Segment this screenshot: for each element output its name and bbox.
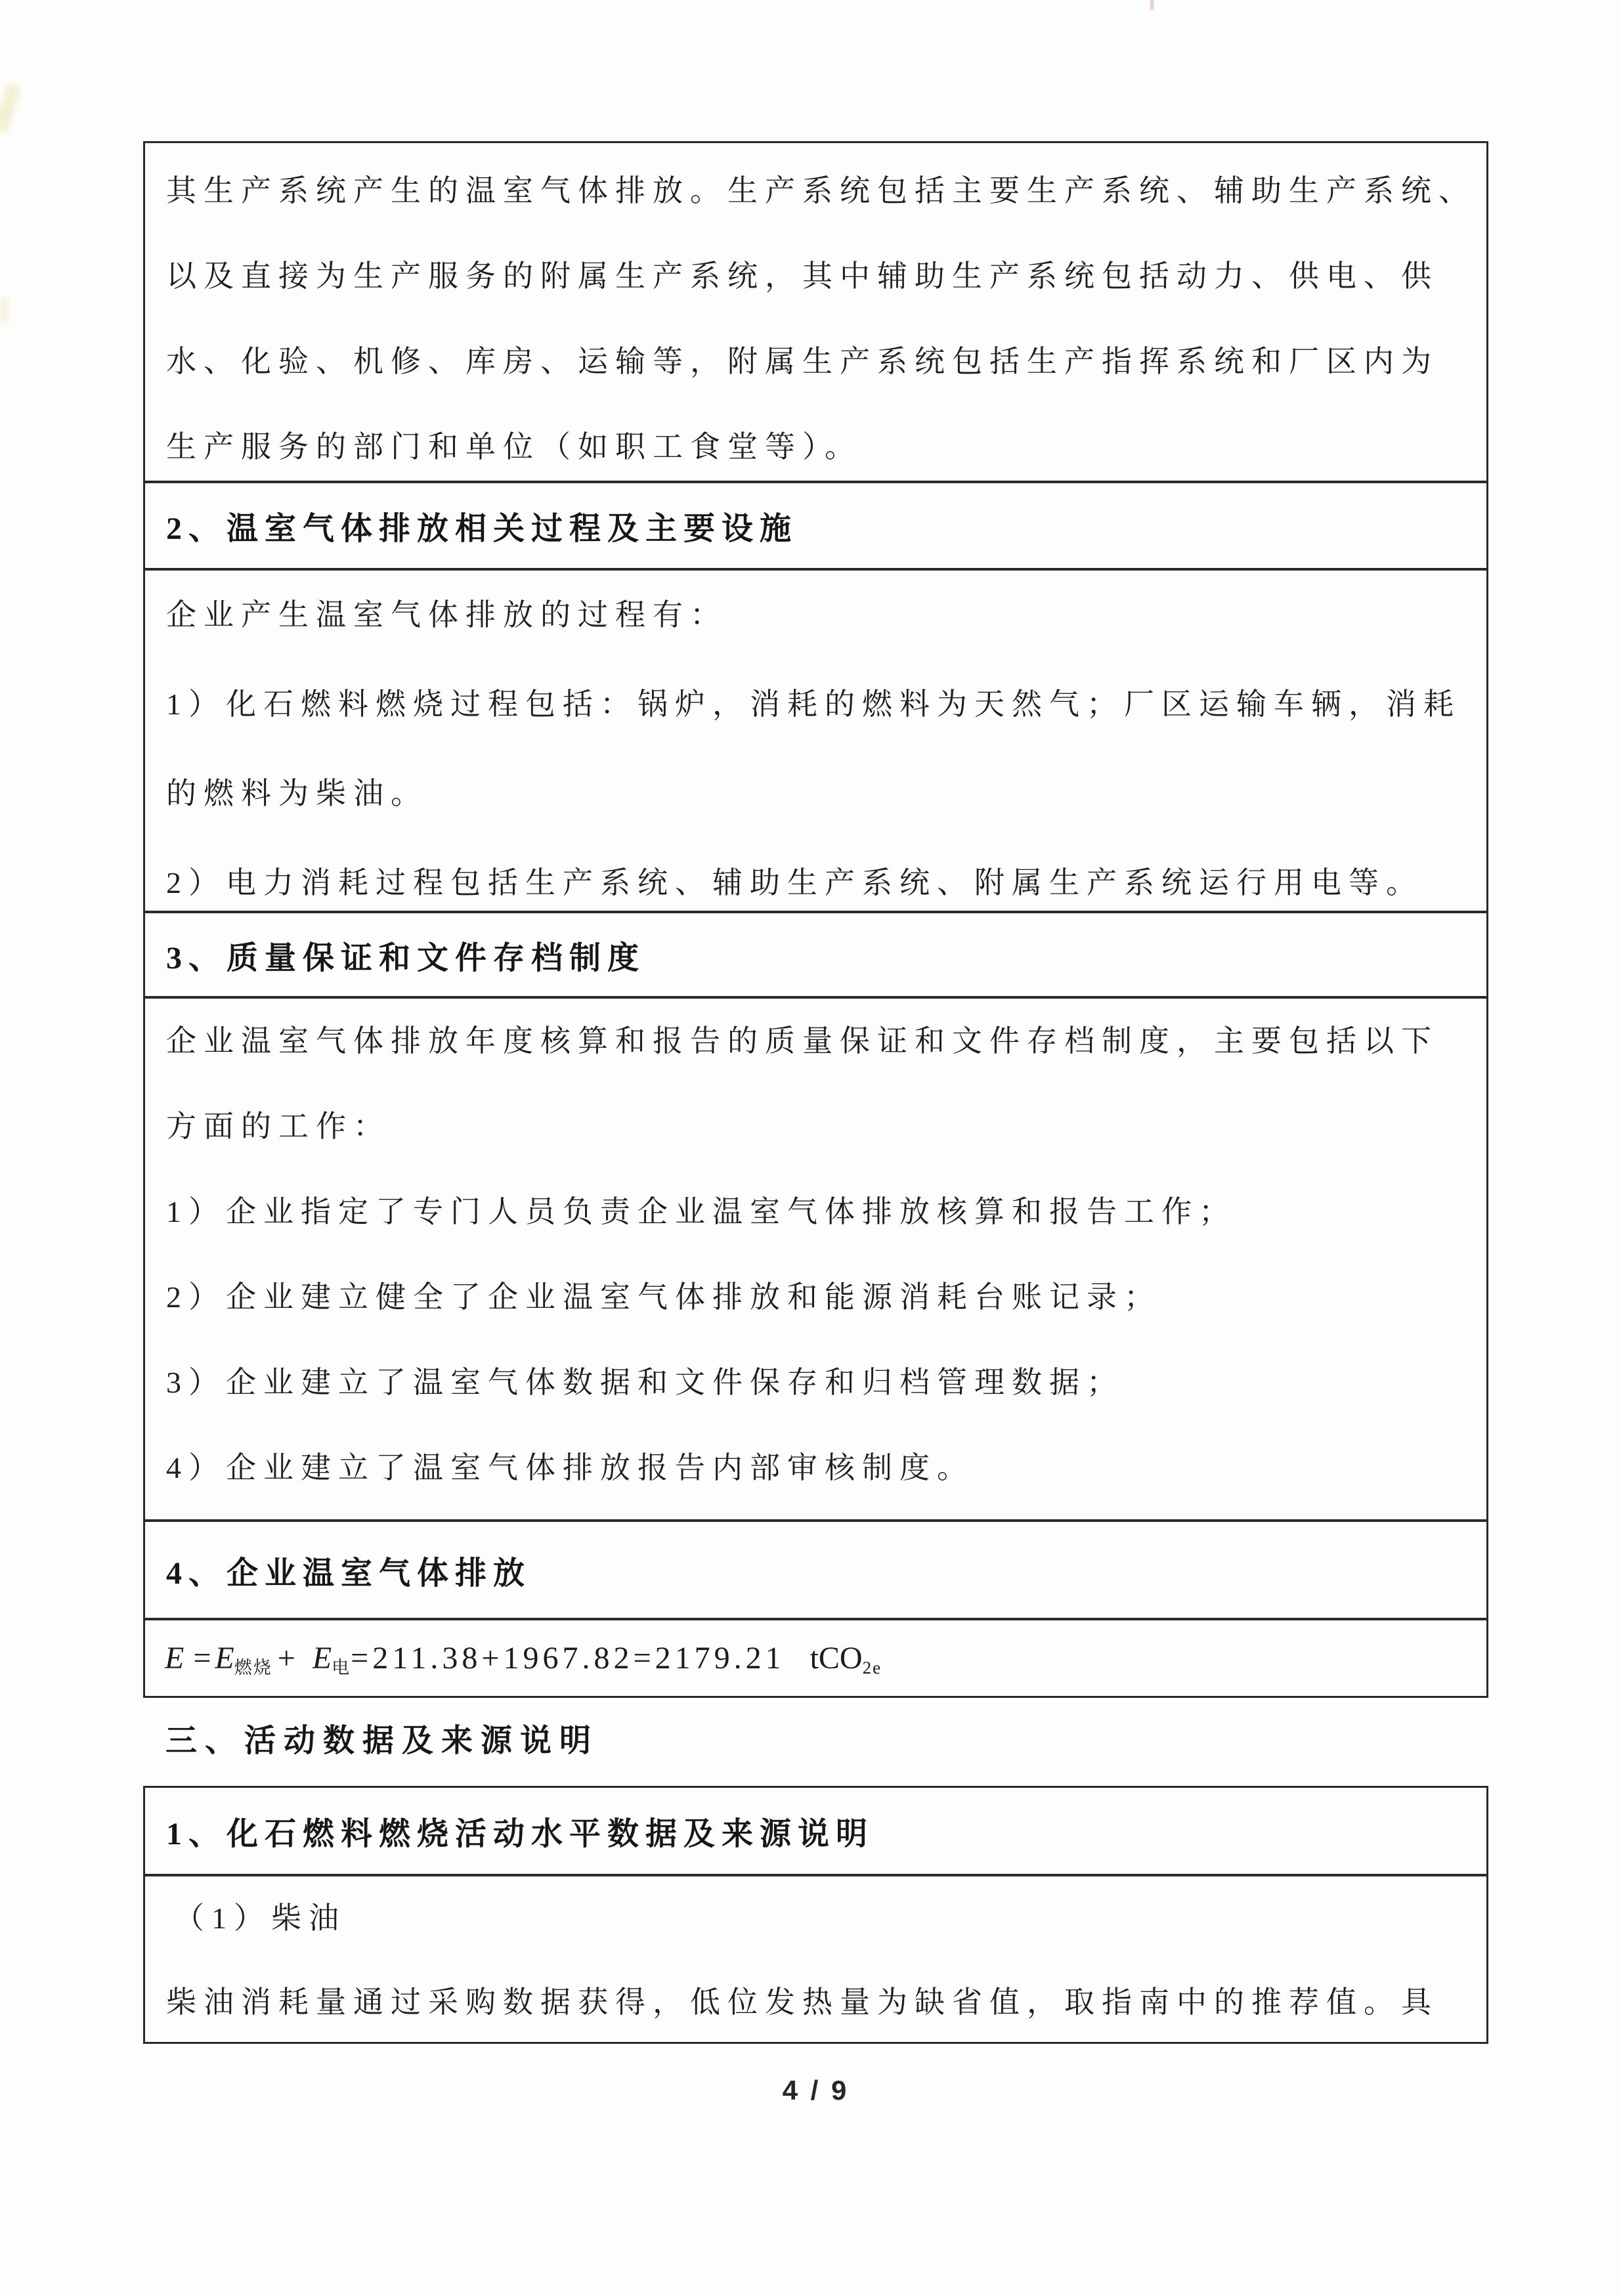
paragraph-line: 2）企业建立健全了企业温室气体排放和能源消耗台账记录；	[166, 1280, 1161, 1314]
paragraph-line: 2）电力消耗过程包括生产系统、辅助生产系统、附属生产系统运行用电等。	[166, 866, 1423, 899]
paragraph-line: 水、化验、机修、库房、运输等，附属生产系统包括生产指挥系统和厂区内为	[166, 345, 1438, 378]
paragraph-line: 4）企业建立了温室气体排放报告内部审核制度。	[166, 1451, 974, 1484]
formula-plus: +	[277, 1641, 295, 1676]
scan-artifact-red-tick	[1150, 0, 1154, 10]
section-header-quality-assurance: 3、质量保证和文件存档制度	[145, 913, 1486, 999]
paragraph-line: 以及直接为生产服务的附属生产系统，其中辅助生产系统包括动力、供电、供	[166, 259, 1438, 293]
emission-total-formula: E = E $_{燃烧}$ + E $_电$ =211.38+1967.82=2179.21 tCO $_{2e}$	[165, 1641, 882, 1678]
paragraph-emission-processes	[145, 571, 1486, 913]
paragraph-line: 企业产生温室气体排放的过程有：	[166, 598, 727, 632]
paragraph-line: 企业温室气体排放年度核算和报告的质量保证和文件存档制度，主要包括以下	[166, 1024, 1438, 1058]
paragraph-line: 方面的工作：	[166, 1110, 391, 1143]
section-header-enterprise-ghg-emission: 4、企业温室气体排放	[145, 1522, 1486, 1620]
formula-E-electricity: E	[312, 1641, 332, 1676]
formula-calculation: =211.38+1967.82=2179.21	[351, 1641, 785, 1676]
section-header-fossil-fuel-activity-data: 1、化石燃料燃烧活动水平数据及来源说明	[145, 1788, 1486, 1876]
chapter-heading-activity-data: 三、活动数据及来源说明	[165, 1723, 599, 1758]
paragraph-production-systems	[145, 143, 1486, 483]
formula-E-total: E	[165, 1641, 184, 1676]
page-number: 4 / 9	[782, 2075, 850, 2106]
paragraph-line: 生产服务的部门和单位（如职工食堂等）。	[166, 430, 862, 464]
scan-artifact-yellow-smudge	[0, 297, 9, 323]
scan-artifact-yellow-smudge	[0, 83, 22, 133]
formula-unit-tco2e: tCO	[810, 1641, 863, 1676]
sub-item-diesel: （1）柴油	[174, 1901, 346, 1935]
formula-E-fuel: E	[215, 1641, 234, 1676]
paragraph-line: 1）化石燃料燃烧过程包括：锅炉，消耗的燃料为天然气；厂区运输车辆，消耗	[166, 687, 1461, 721]
paragraph-line: 3）企业建立了温室气体数据和文件保存和归档管理数据；	[166, 1366, 1124, 1399]
paragraph-line: 其生产系统产生的温室气体排放。生产系统包括主要生产系统、辅助生产系统、	[166, 174, 1476, 207]
paragraph-diesel	[145, 1876, 1486, 2042]
report-table-main	[143, 141, 1488, 1698]
paragraph-line: 1）企业指定了专门人员负责企业温室气体排放核算和报告工作；	[166, 1195, 1236, 1228]
paragraph-line: 柴油消耗量通过采购数据获得，低位发热量为缺省值，取指南中的推荐值。具	[166, 1985, 1438, 2019]
formula-equals: =	[193, 1641, 211, 1676]
section-header-processes-facilities: 2、温室气体排放相关过程及主要设施	[145, 483, 1486, 571]
report-table-activity-data	[143, 1786, 1488, 2044]
paragraph-quality-assurance	[145, 999, 1486, 1522]
paragraph-line: 的燃料为柴油。	[166, 777, 428, 810]
